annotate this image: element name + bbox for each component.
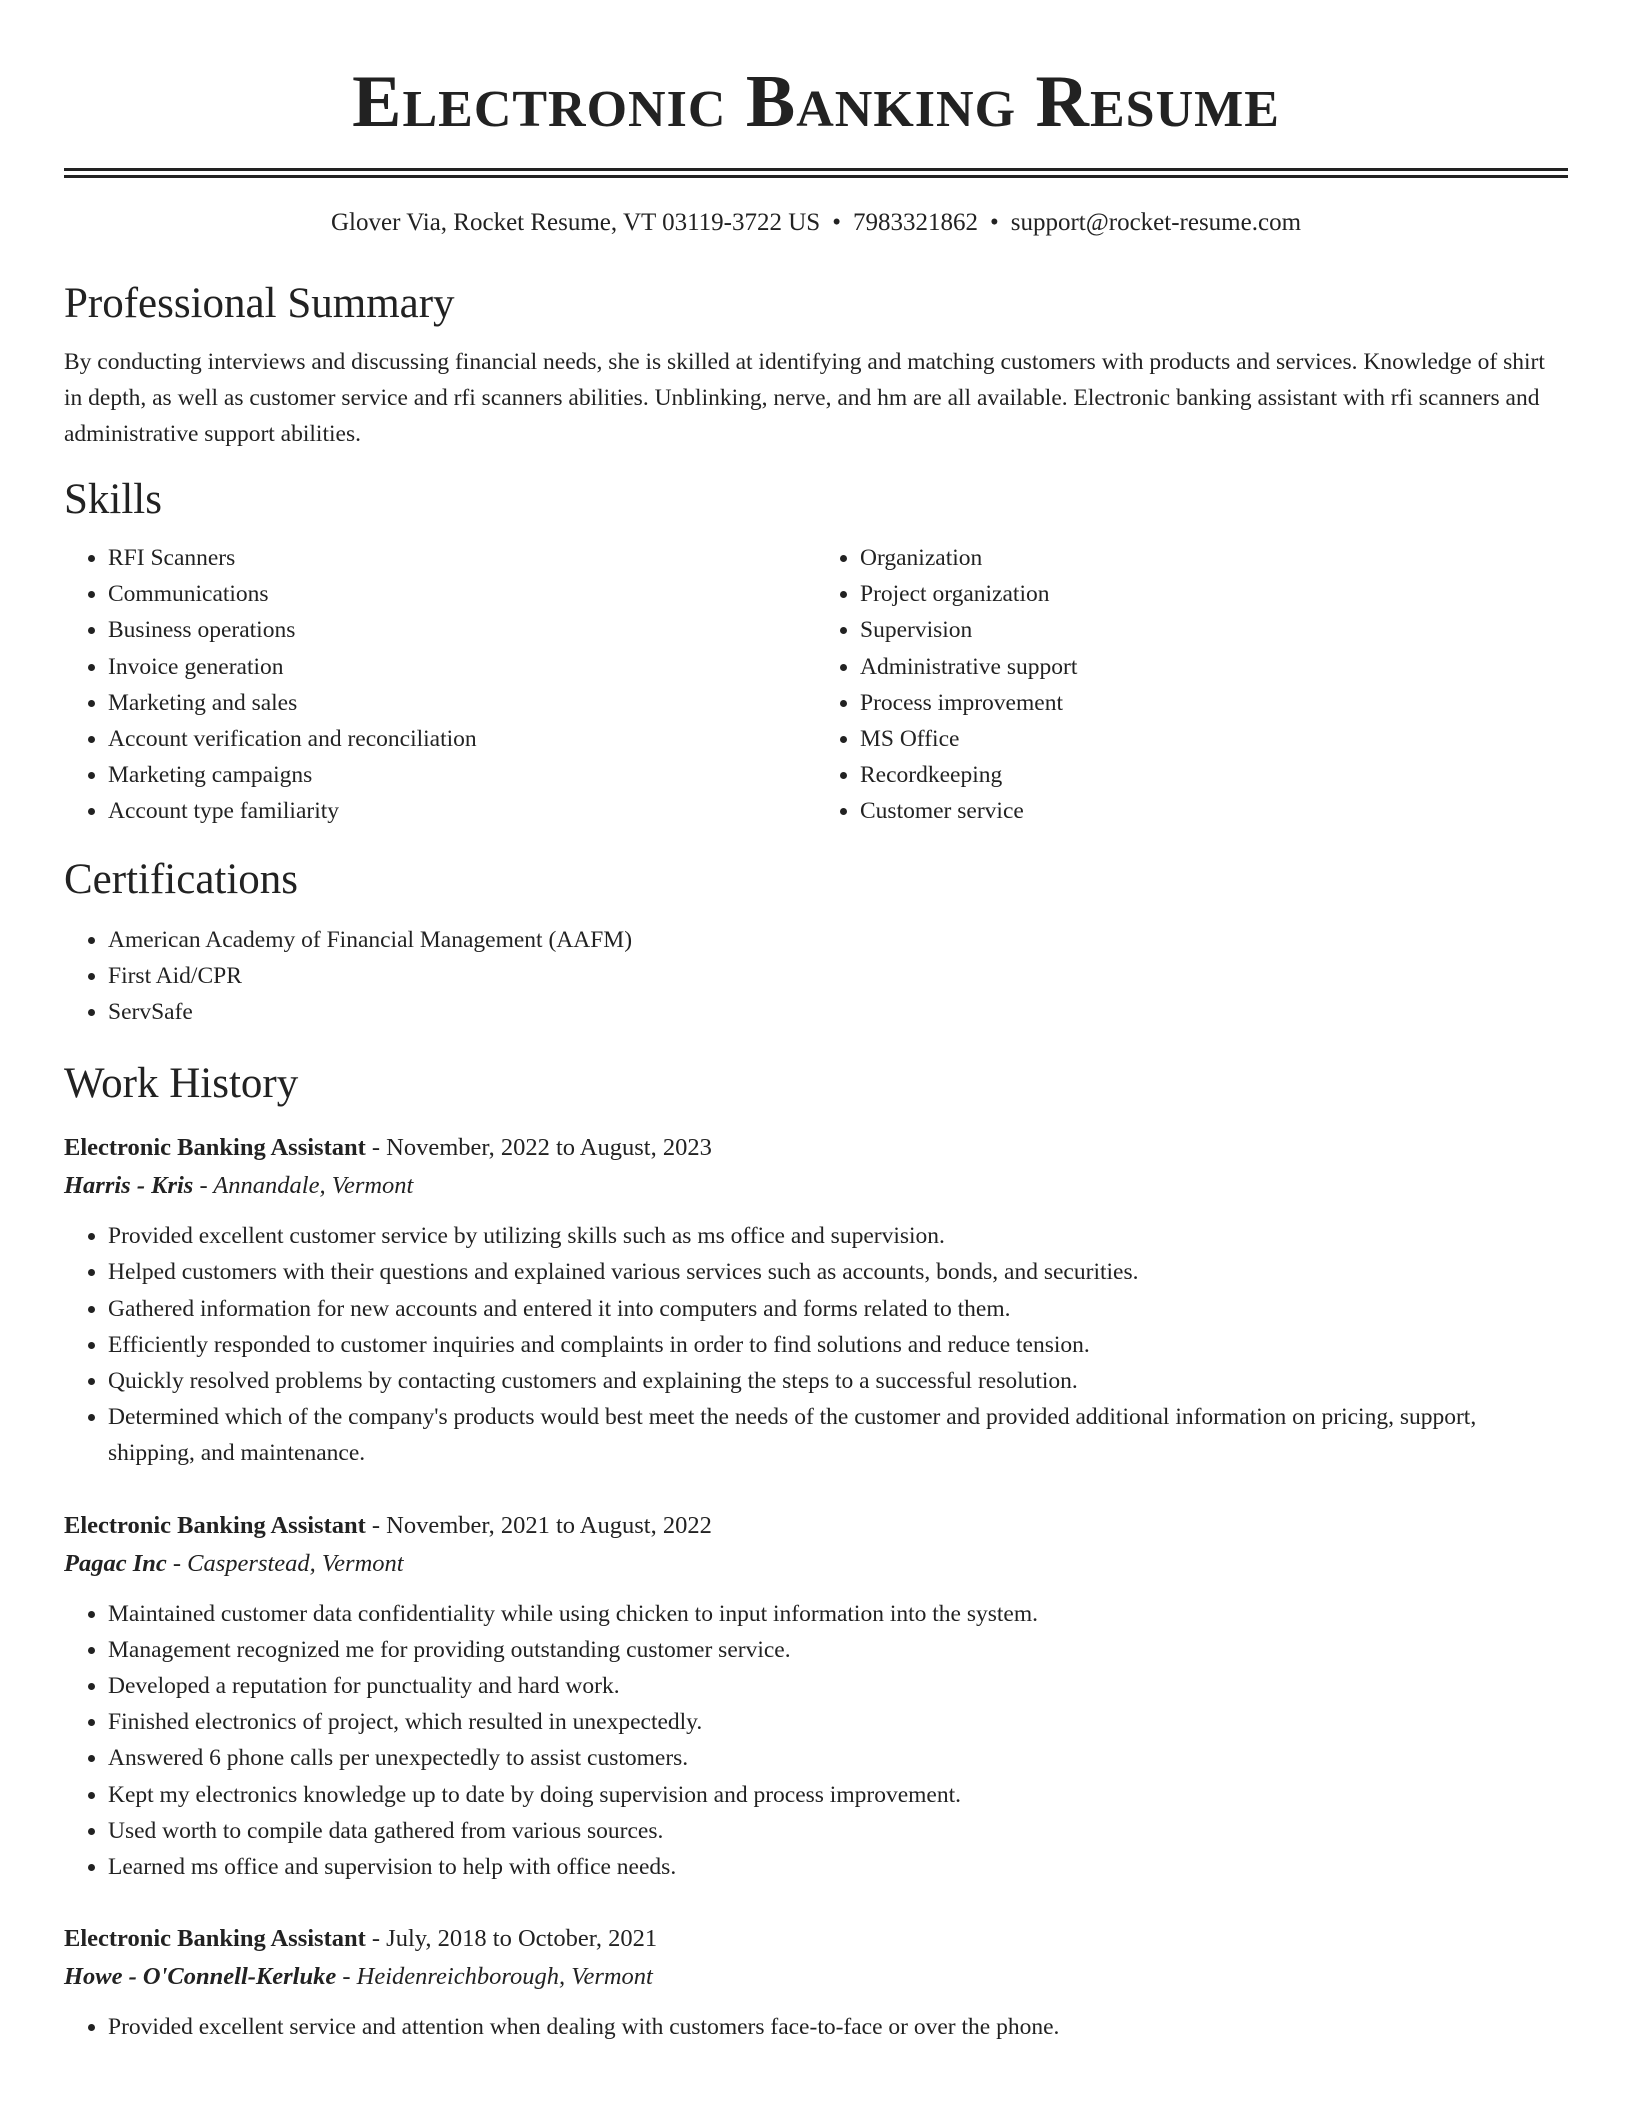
job-company: Pagac Inc — [64, 1549, 167, 1577]
job-company: Howe - O'Connell-Kerluke — [64, 1963, 337, 1991]
contact-phone: 7983321862 — [852, 209, 978, 236]
skill-item: • Recordkeeping — [860, 757, 1568, 793]
job-bullet: • Kept my electronics knowledge up to date by doing supervision and process improvement. — [108, 1777, 1568, 1813]
resume-page — [64, 0, 1568, 2045]
job-location: - Casperstead, Vermont — [166, 1549, 404, 1577]
contact-address: Glover Via, Rocket Resume, VT 03119-3722 US — [330, 209, 821, 236]
job-company-line — [64, 1957, 1568, 1997]
contact-line — [64, 206, 1568, 240]
certification-item: • ServSafe — [108, 994, 1568, 1030]
section-heading-summary: Professional Summary — [64, 280, 455, 327]
job-location: - Heidenreichborough, Vermont — [336, 1963, 653, 1991]
section-heading-certifications: Certifications — [64, 855, 299, 903]
section-heading-work-history: Work History — [64, 1060, 299, 1108]
certifications-list — [64, 922, 1568, 1031]
job-title: Electronic Banking Assistant — [64, 1511, 366, 1539]
contact-separator: • — [832, 209, 841, 236]
job-bullet: • Provided excellent service and attention when dealing with customers face-to-face or over the phone. — [108, 2009, 1568, 2045]
job-bullet: • Management recognized me for providing outstanding customer service. — [108, 1632, 1568, 1668]
resume-title: Electronic Banking Resume — [352, 61, 1280, 143]
job-bullet: • Finished electronics of project, which resulted in unexpectedly. — [108, 1704, 1568, 1740]
job-bullet: • Used worth to compile data gathered from various sources. — [108, 1813, 1568, 1849]
job-bullets — [64, 1218, 1568, 1471]
job-title-line — [64, 1921, 1568, 1957]
skills-list-left — [64, 540, 816, 830]
title-divider — [64, 168, 1568, 178]
job-dates: - November, 2022 to August, 2023 — [365, 1134, 712, 1162]
skill-item: • Project organization — [860, 576, 1568, 612]
job-dates: - July, 2018 to October, 2021 — [365, 1925, 658, 1953]
skill-item: • Organization — [860, 540, 1568, 576]
job-bullet: • Quickly resolved problems by contacting customers and explaining the steps to a successful resolution. — [108, 1363, 1568, 1399]
contact-separator: • — [989, 209, 999, 236]
job-company-line — [64, 1166, 1568, 1206]
section-heading-skills: Skills — [64, 476, 162, 523]
job-bullets — [64, 1596, 1568, 1886]
job-dates: - November, 2021 to August, 2022 — [365, 1511, 712, 1539]
skill-item: • Business operations — [108, 612, 816, 648]
job-title: Electronic Banking Assistant — [64, 1925, 366, 1953]
job-bullet: • Helped customers with their questions and explained various services such as accounts, bonds, and securities. — [108, 1254, 1568, 1290]
skill-item: • Process improvement — [860, 685, 1568, 721]
job-entry — [64, 1508, 1568, 1886]
skill-item: • Customer service — [860, 793, 1568, 829]
summary-text: By conducting interviews and discussing financial needs, she is skilled at identifying and matching customers with products and services. Knowledge of shirt in depth, as well as customer service and rfi scanners abilities. Unblinking, nerve, and hm are all available. Electronic banking assistant with rfi scanners and administrative support abilities. — [64, 349, 1545, 447]
skill-item: • Supervision — [860, 612, 1568, 648]
skills-list-right — [816, 540, 1568, 830]
certification-item: • American Academy of Financial Management (AAFM) — [108, 922, 1568, 958]
job-bullet: • Efficiently responded to customer inquiries and complaints in order to find solutions and reduce tension. — [108, 1327, 1568, 1363]
certification-item: • First Aid/CPR — [108, 958, 1568, 994]
job-bullet: • Provided excellent customer service by utilizing skills such as ms office and supervision. — [108, 1218, 1568, 1254]
skill-item: • RFI Scanners — [108, 540, 816, 576]
job-entry — [64, 1130, 1568, 1471]
job-bullet: • Answered 6 phone calls per unexpectedly to assist customers. — [108, 1740, 1568, 1776]
job-company: Harris - Kris — [64, 1172, 194, 1200]
job-bullet: • Maintained customer data confidentiality while using chicken to input information into the system. — [108, 1596, 1568, 1632]
skill-item: • Administrative support — [860, 649, 1568, 685]
job-entry — [64, 1921, 1568, 2045]
skill-item: • MS Office — [860, 721, 1568, 757]
job-title-line — [64, 1508, 1568, 1544]
skill-item: • Marketing and sales — [108, 685, 816, 721]
job-title: Electronic Banking Assistant — [64, 1134, 366, 1162]
job-bullet: • Learned ms office and supervision to help with office needs. — [108, 1849, 1568, 1885]
job-bullet: • Gathered information for new accounts and entered it into computers and forms related to them. — [108, 1291, 1568, 1327]
job-company-line — [64, 1544, 1568, 1584]
job-location: - Annandale, Vermont — [193, 1172, 414, 1200]
skill-item: • Invoice generation — [108, 649, 816, 685]
skill-item: • Communications — [108, 576, 816, 612]
contact-email: support@rocket-resume.com — [1010, 209, 1302, 236]
skills-columns — [64, 540, 1568, 830]
job-bullet: • Developed a reputation for punctuality and hard work. — [108, 1668, 1568, 1704]
job-bullets — [64, 2009, 1568, 2045]
skill-item: • Account verification and reconciliation — [108, 721, 816, 757]
skill-item: • Marketing campaigns — [108, 757, 816, 793]
skill-item: • Account type familiarity — [108, 793, 816, 829]
job-title-line — [64, 1130, 1568, 1166]
job-bullet: • Determined which of the company's products would best meet the needs of the customer and provided additional information on pricing, support, shipping, and maintenance. — [108, 1399, 1568, 1471]
